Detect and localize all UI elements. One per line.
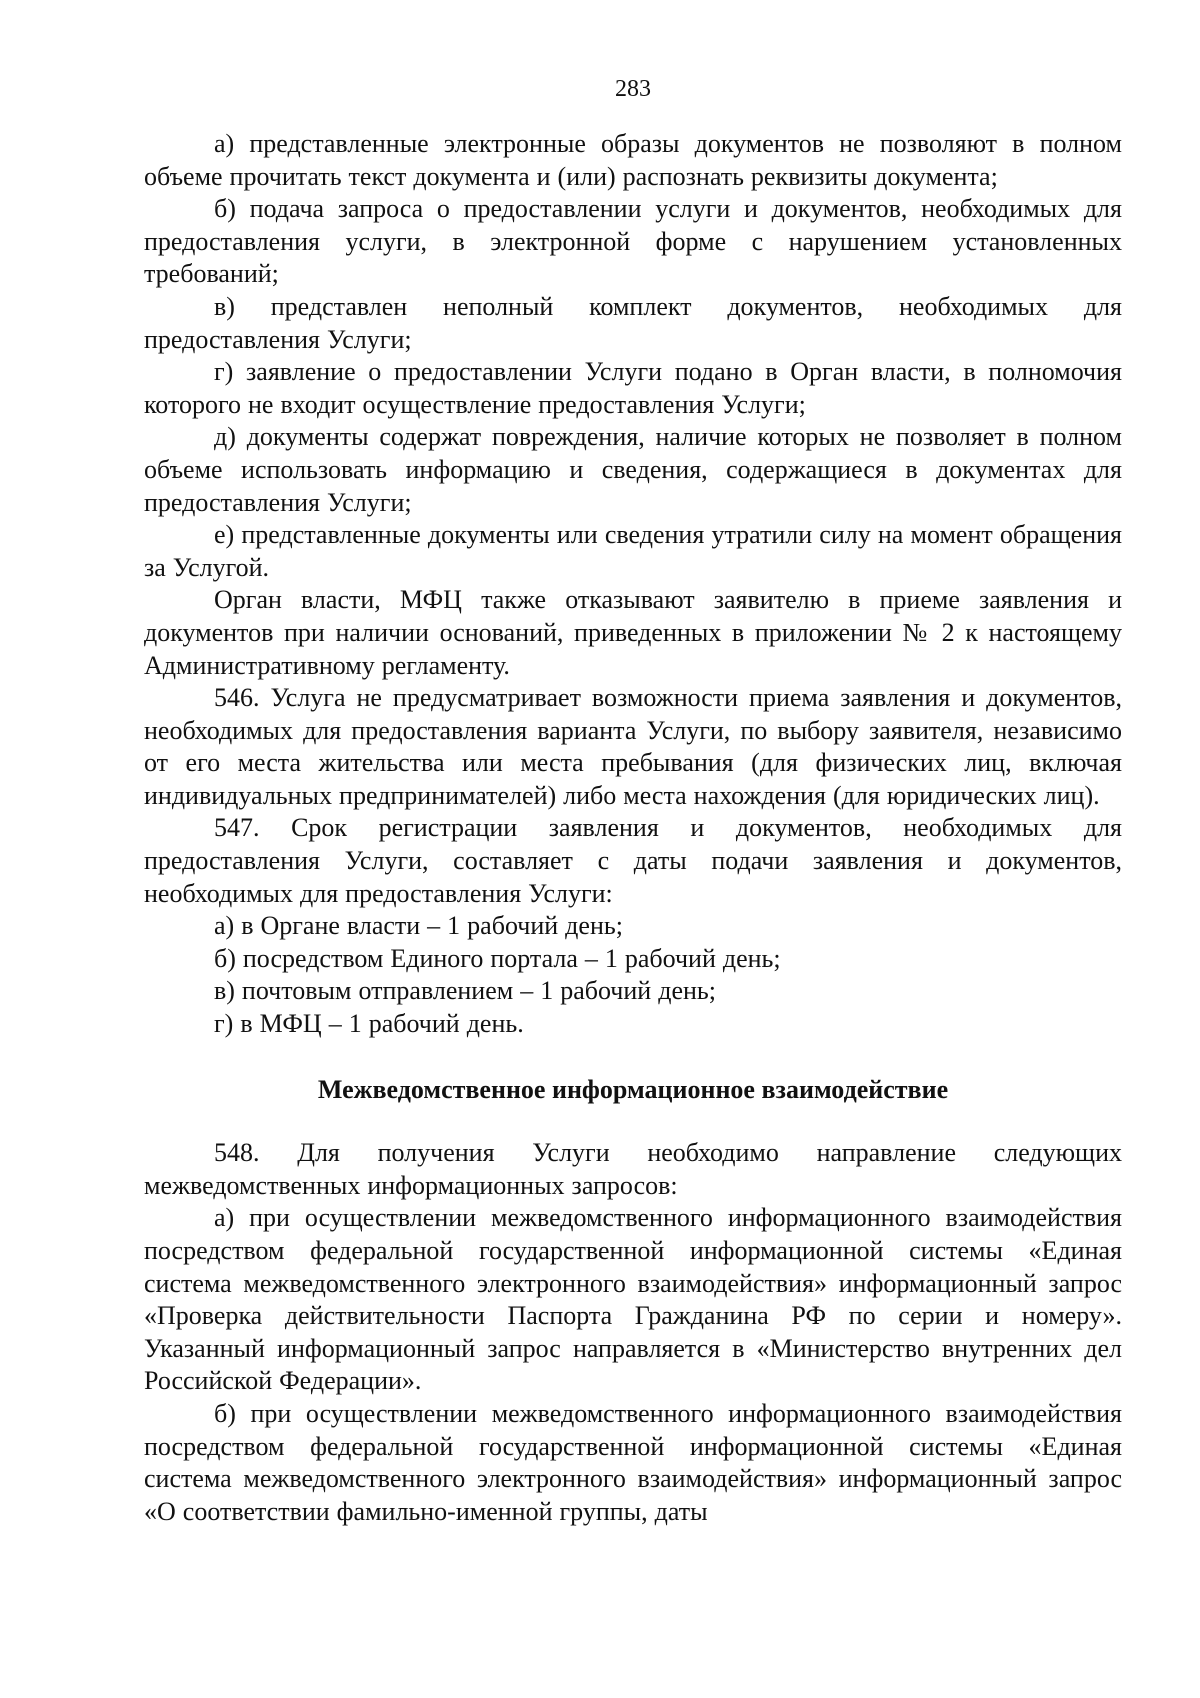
paragraph-547-b: б) посредством Единого портала – 1 рабочий день; bbox=[214, 943, 781, 973]
paragraph-547: 547. Срок регистрации заявления и документов, необходимых для предоставления Услуги, составляет с даты подачи заявления и документов, необходимых для предоставления Услуги: bbox=[144, 813, 1122, 908]
paragraph-547-g: г) в МФЦ – 1 рабочий день. bbox=[214, 1009, 524, 1039]
paragraph-548: 548. Для получения Услуги необходимо направление следующих межведомственных информационных запросов: bbox=[144, 1138, 1122, 1200]
paragraph-v-incomplete-set: в) представлен неполный комплект документов, необходимых для предоставления Услуги; bbox=[144, 291, 1122, 354]
paragraph-g-wrong-authority: г) заявление о предоставлении Услуги подано в Орган власти, в полномочия которого не входит осуществление предоставления Услуги; bbox=[144, 357, 1122, 419]
page-number: 283 bbox=[615, 76, 651, 102]
paragraph-a-electronic-images: а) представленные электронные образы документов не позволяют в полном объеме прочитать текст документа и (или) распознать реквизиты документа; bbox=[144, 129, 1122, 191]
paragraph-547-a: а) в Органе власти – 1 рабочий день; bbox=[214, 911, 623, 941]
paragraph-refusal-grounds: Орган власти, МФЦ также отказывают заявителю в приеме заявления и документов при наличии оснований, приведенных в приложении № 2 к настоящему Административному регламенту. bbox=[144, 585, 1122, 680]
paragraph-d-damaged-documents: д) документы содержат повреждения, наличие которых не позволяет в полном объеме использовать информацию и сведения, содержащиеся в документах для предоставления Услуги; bbox=[144, 422, 1122, 517]
paragraph-546: 546. Услуга не предусматривает возможности приема заявления и документов, необходимых для предоставления варианта Услуги, по выбору заявителя, независимо от его места жительства или места пребывания (для физических лиц, включая индивидуальных предпринимателей) либо места нахождения (для юридических лиц). bbox=[144, 683, 1122, 810]
paragraph-547-v: в) почтовым отправлением – 1 рабочий день; bbox=[214, 976, 716, 1006]
paragraph-548-b: б) при осуществлении межведомственного информационного взаимодействия посредством федеральной государственной информационной системы «Единая система межведомственного электронного взаимодействия» информационный запрос «О соответствии фамильно-именной группы, даты bbox=[144, 1398, 1122, 1526]
paragraph-b-electronic-request: б) подача запроса о предоставлении услуги и документов, необходимых для предоставления услуги, в электронной форме с нарушением установленных требований; bbox=[144, 194, 1122, 289]
paragraph-548-a: а) при осуществлении межведомственного информационного взаимодействия посредством федеральной государственной информационной системы «Единая система межведомственного электронного взаимодействия» информационный запрос «Проверка действительности Паспорта Гражданина РФ по серии и номеру». Указанный информационный запрос направляется в «Министерство внутренних дел Российской Федерации». bbox=[144, 1203, 1122, 1396]
document-body bbox=[144, 128, 1122, 1528]
paragraph-e-expired-documents: е) представленные документы или сведения утратили силу на момент обращения за Услугой. bbox=[144, 520, 1122, 582]
section-heading: Межведомственное информационное взаимодействие bbox=[317, 1074, 949, 1104]
